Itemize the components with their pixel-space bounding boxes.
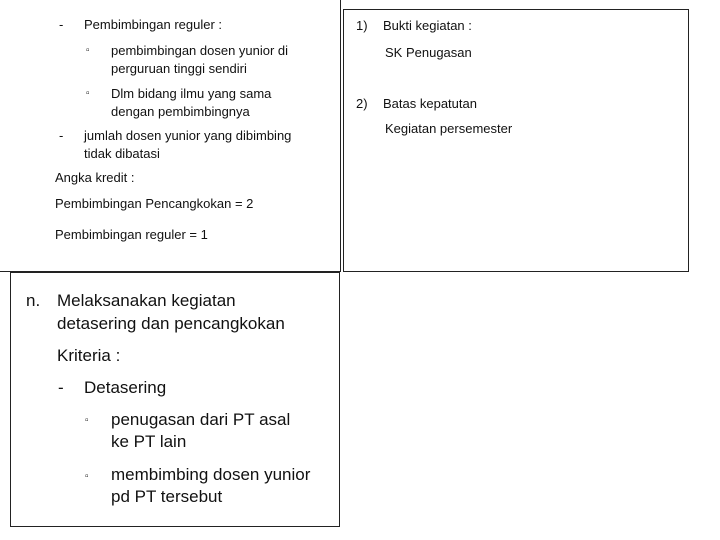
credit-value: Pembimbingan reguler = 1 [55, 227, 208, 242]
item-label: Bukti kegiatan : [383, 18, 472, 33]
note-text: tidak dibatasi [84, 146, 160, 161]
item-number: 1) [356, 18, 368, 33]
sub-heading: Detasering [84, 378, 167, 397]
list-item-text: dengan pembimbingnya [111, 104, 250, 119]
top-left-panel [0, 0, 341, 272]
list-item-text: membimbing dosen yunior [111, 465, 311, 484]
item-number: 2) [356, 96, 368, 111]
dash-marker: - [59, 128, 64, 143]
list-item-text: perguruan tinggi sendiri [111, 61, 247, 76]
section-title: Melaksanakan kegiatan [57, 291, 236, 310]
list-item-text: pembimbingan dosen yunior di [111, 43, 289, 58]
credit-value: Pembimbingan Pencangkokan = 2 [55, 196, 254, 211]
item-value: Kegiatan persemester [385, 121, 513, 136]
top-right-panel [343, 9, 689, 272]
bullet-icon: ▫ [86, 45, 90, 56]
section-letter: n. [26, 291, 41, 310]
note-text: jumlah dosen yunior yang dibimbing [84, 128, 292, 143]
section-title: detasering dan pencangkokan [57, 314, 285, 333]
list-item-text: pd PT tersebut [111, 487, 223, 506]
list-item-text: ke PT lain [111, 432, 187, 451]
section-heading: Pembimbingan reguler : [84, 17, 223, 32]
criteria-label: Kriteria : [57, 346, 121, 365]
bullet-icon: ▫ [85, 471, 89, 482]
item-label: Batas kepatutan [383, 96, 477, 111]
bottom-left-panel [10, 272, 340, 527]
bullet-icon: ▫ [86, 88, 90, 99]
credit-label: Angka kredit : [55, 170, 135, 185]
dash-marker: - [58, 378, 64, 397]
list-item-text: penugasan dari PT asal [111, 410, 291, 429]
bullet-icon: ▫ [85, 415, 89, 426]
item-value: SK Penugasan [385, 45, 472, 60]
dash-marker: - [59, 17, 64, 32]
list-item-text: Dlm bidang ilmu yang sama [111, 86, 272, 101]
